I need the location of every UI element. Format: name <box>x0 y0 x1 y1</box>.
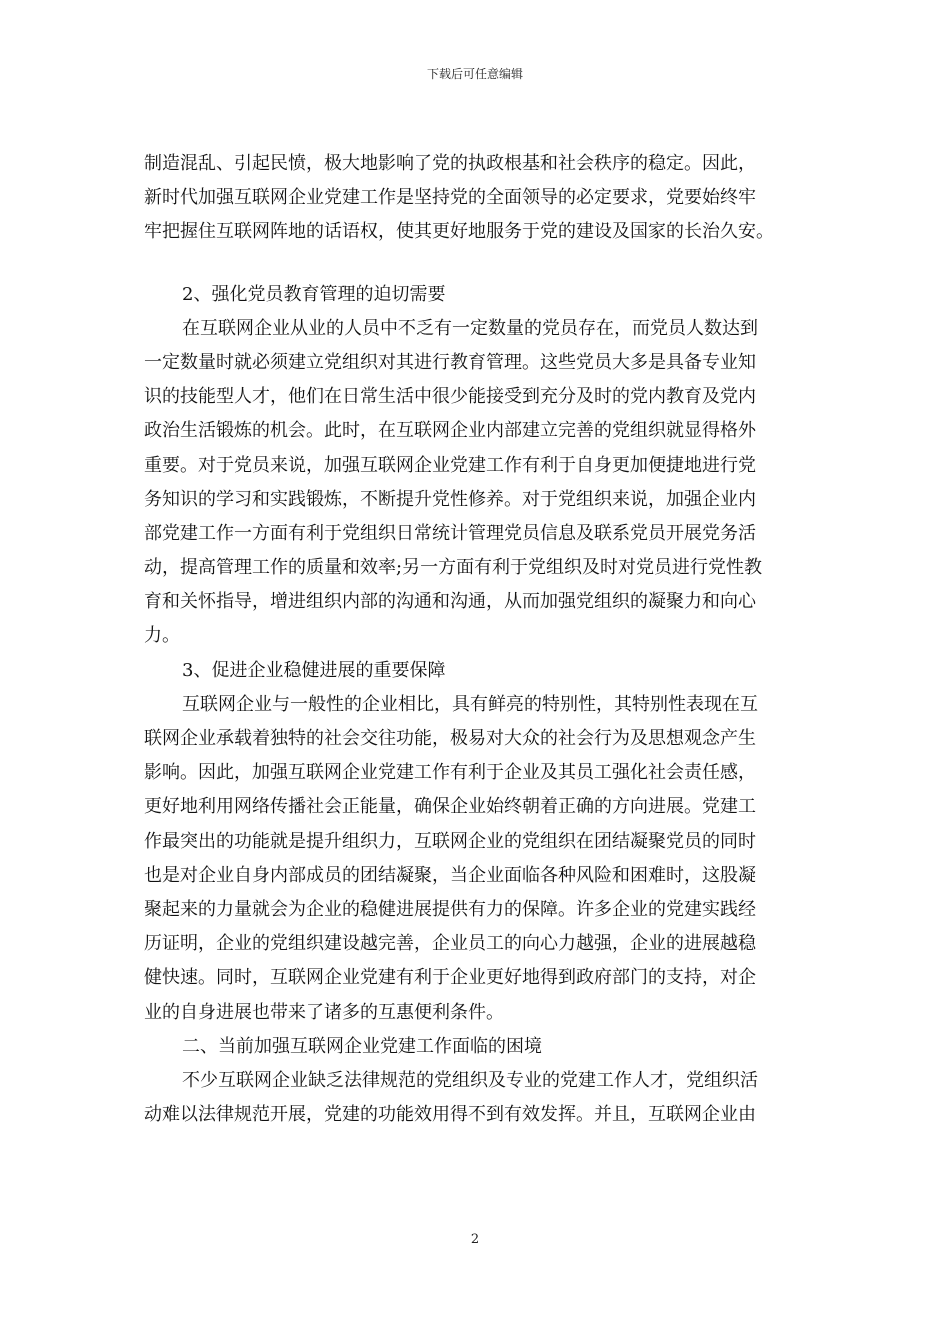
text-line: 政治生活锻炼的机会。此时，在互联网企业内部建立完善的党组织就显得格外 <box>144 420 756 442</box>
page-header: 下载后可任意编辑 <box>426 67 523 81</box>
text-line: 牢把握住互联网阵地的话语权，使其更好地服务于党的建设及国家的长治久安。 <box>144 221 774 243</box>
text-line: 聚起来的力量就会为企业的稳健进展提供有力的保障。许多企业的党建实践经 <box>144 898 756 920</box>
text-line: 作最突出的功能就是提升组织力，互联网企业的党组织在团结凝聚党员的同时 <box>144 830 756 852</box>
text-line: 制造混乱、引起民愤，极大地影响了党的执政根基和社会秩序的稳定。因此， <box>144 153 756 174</box>
section-heading: 二、当前加强互联网企业党建工作面临的困境 <box>182 1035 542 1057</box>
text-line: 动，提高管理工作的质量和效率;另一方面有利于党组织及时对党员进行党性教 <box>144 557 763 579</box>
page-number: 2 <box>470 1232 480 1247</box>
section-heading: 3、促进企业稳健进展的重要保障 <box>182 659 446 681</box>
text-line: 互联网企业与一般性的企业相比，具有鲜亮的特别性，其特别性表现在互 <box>182 693 758 715</box>
text-line: 更好地利用网络传播社会正能量，确保企业始终朝着正确的方向进展。党建工 <box>144 796 756 818</box>
text-line: 健快速。同时，互联网企业党建有利于企业更好地得到政府部门的支持，对企 <box>144 967 756 989</box>
text-line: 育和关怀指导，增进组织内部的沟通和沟通，从而加强党组织的凝聚力和向心 <box>144 591 756 613</box>
text-line: 联网企业承载着独特的社会交往功能，极易对大众的社会行为及思想观念产生 <box>144 728 756 749</box>
paragraph-gap <box>144 250 820 278</box>
text-line: 一定数量时就必须建立党组织对其进行教育管理。这些党员大多是具备专业知 <box>144 351 756 373</box>
text-line: 历证明，企业的党组织建设越完善，企业员工的向心力越强，企业的进展越稳 <box>144 933 756 955</box>
text-line: 重要。对于党员来说，加强互联网企业党建工作有利于自身更加便捷地进行党 <box>144 454 756 476</box>
text-line: 不少互联网企业缺乏法律规范的党组织及专业的党建工作人才，党组织活 <box>182 1069 758 1091</box>
document-body <box>144 147 820 1132</box>
text-line: 识的技能型人才，他们在日常生活中很少能接受到充分及时的党内教育及党内 <box>144 386 756 408</box>
text-line: 影响。因此，加强互联网企业党建工作有利于企业及其员工强化社会责任感， <box>144 762 756 784</box>
text-line: 务知识的学习和实践锻炼，不断提升党性修养。对于党组织来说，加强企业内 <box>144 488 756 510</box>
text-line: 业的自身进展也带来了诸多的互惠便利条件。 <box>144 1001 504 1023</box>
text-line: 新时代加强互联网企业党建工作是坚持党的全面领导的必定要求，党要始终牢 <box>144 187 756 209</box>
section-heading: 2、强化党员教育管理的迫切需要 <box>182 283 446 305</box>
text-line: 在互联网企业从业的人员中不乏有一定数量的党员存在，而党员人数达到 <box>182 317 758 339</box>
text-line: 也是对企业自身内部成员的团结凝聚，当企业面临各种风险和困难时，这股凝 <box>144 864 756 886</box>
text-line: 力。 <box>144 625 180 647</box>
text-line: 部党建工作一方面有利于党组织日常统计管理党员信息及联系党员开展党务活 <box>144 522 756 544</box>
text-line: 动难以法律规范开展，党建的功能效用得不到有效发挥。并且，互联网企业由 <box>144 1104 756 1126</box>
